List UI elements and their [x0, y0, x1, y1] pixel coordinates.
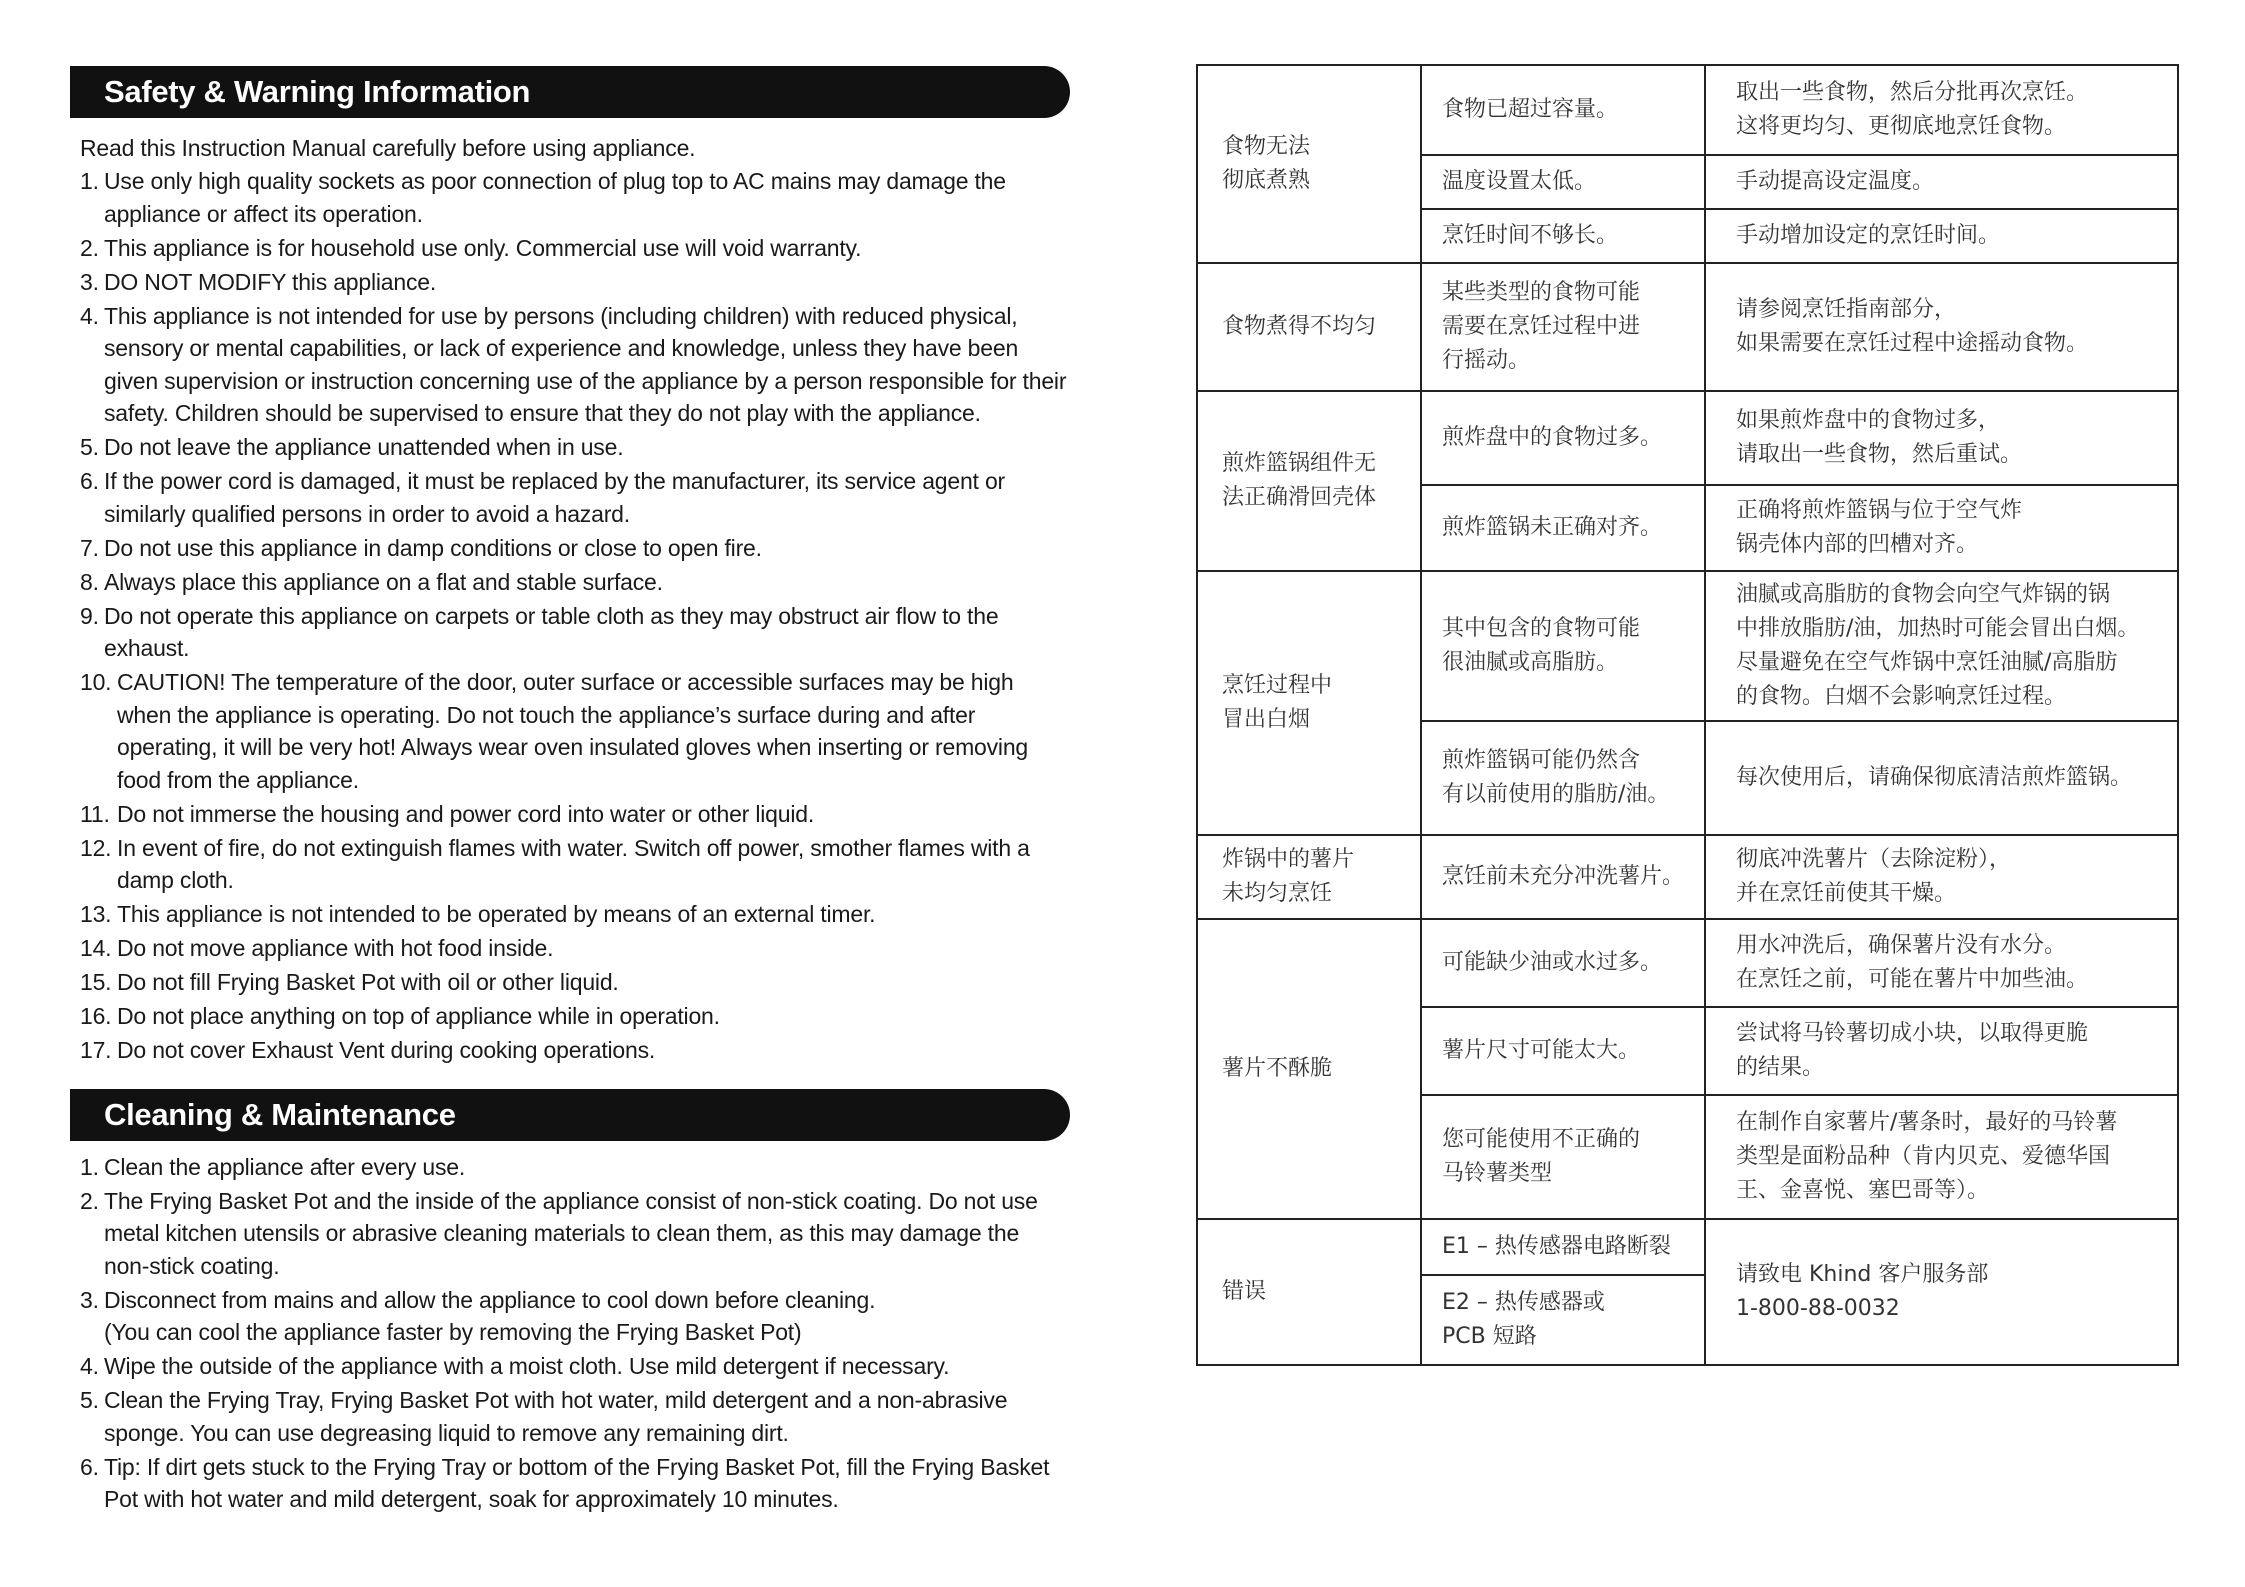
safety-item: [80, 966, 1070, 999]
cleaning-item-text: Tip: If dirt gets stuck to the Frying Tray or bottom of the Frying Basket Pot, fill the Frying Basket Pot with hot water and mild detergent, soak for approximately 10 minutes.: [104, 1453, 1050, 1512]
safety-item-number: 5.: [80, 434, 99, 460]
safety-item: [80, 266, 1070, 299]
safety-item: [80, 798, 1070, 831]
cause-cell: 薯片尺寸可能太大。: [1421, 1007, 1705, 1095]
safety-item-number: 8.: [80, 568, 99, 595]
cause-cell: 您可能使用不正确的 马铃薯类型: [1421, 1095, 1705, 1219]
safety-list: [70, 165, 1070, 1067]
cleaning-item-number: 1.: [80, 1153, 99, 1180]
cause-cell: 烹饪前未充分冲洗薯片。: [1421, 835, 1705, 919]
safety-item: [80, 898, 1070, 931]
troubleshooting-row: [1197, 263, 2178, 391]
problem-cell: 烹饪过程中 冒出白烟: [1197, 571, 1421, 835]
safety-item-text: Do not immerse the housing and power cord into water or other liquid.: [117, 800, 815, 827]
cause-cell: 煎炸盘中的食物过多。: [1421, 391, 1705, 485]
safety-heading: Safety & Warning Information: [70, 66, 1070, 118]
safety-item-text: Do not move appliance with hot food inside.: [117, 935, 554, 961]
safety-item-number: 10.: [80, 669, 112, 695]
safety-item-number: 1.: [80, 168, 99, 194]
cleaning-item-text: Clean the appliance after every use.: [104, 1153, 466, 1180]
safety-item-text: Always place this appliance on a flat and stable surface.: [104, 568, 663, 595]
cause-cell: 食物已超过容量。: [1421, 65, 1705, 155]
cause-cell: 煎炸篮锅未正确对齐。: [1421, 485, 1705, 571]
safety-item-number: 11.: [80, 800, 110, 827]
troubleshooting-row: [1197, 835, 2178, 919]
cleaning-item-number: 5.: [80, 1387, 99, 1413]
safety-item-number: 9.: [80, 602, 99, 629]
safety-item: [80, 832, 1070, 897]
safety-item-text: This appliance is for household use only. Commercial use will void warranty.: [104, 234, 862, 261]
safety-item-number: 2.: [80, 234, 99, 261]
solution-cell: 手动提高设定温度。: [1705, 155, 2178, 209]
solution-cell: 请参阅烹饪指南部分， 如果需要在烹饪过程中途摇动食物。: [1705, 263, 2178, 391]
safety-item: [80, 300, 1070, 430]
safety-item-number: 16.: [80, 1003, 112, 1029]
problem-cell: 薯片不酥脆: [1197, 919, 1421, 1219]
safety-item-text: Use only high quality sockets as poor connection of plug top to AC mains may damage the appliance or affect its operation.: [104, 168, 1006, 227]
safety-item-number: 6.: [80, 468, 99, 494]
safety-item-number: 4.: [80, 302, 99, 329]
safety-item-text: Do not cover Exhaust Vent during cooking operations.: [117, 1037, 656, 1063]
problem-cell: 食物无法 彻底煮熟: [1197, 65, 1421, 263]
troubleshooting-row: [1197, 65, 2178, 155]
solution-cell: 如果煎炸盘中的食物过多， 请取出一些食物，然后重试。: [1705, 391, 2178, 485]
safety-item: [80, 932, 1070, 965]
solution-cell: 手动增加设定的烹饪时间。: [1705, 209, 2178, 263]
safety-item: [80, 465, 1070, 530]
safety-item-text: Do not fill Frying Basket Pot with oil or other liquid.: [117, 969, 619, 995]
cleaning-item-text: Disconnect from mains and allow the appliance to cool down before cleaning. (You can cool the appliance faster by removing the Frying Basket Pot): [104, 1286, 876, 1345]
solution-cell: 正确将煎炸篮锅与位于空气炸 锅壳体内部的凹槽对齐。: [1705, 485, 2178, 571]
safety-item: [80, 1000, 1070, 1033]
cause-cell: 某些类型的食物可能 需要在烹饪过程中进 行摇动。: [1421, 263, 1705, 391]
troubleshooting-row: [1197, 391, 2178, 485]
safety-item-text: This appliance is not intended to be operated by means of an external timer.: [117, 901, 876, 927]
cleaning-item-number: 4.: [80, 1353, 99, 1379]
cleaning-item: [80, 1185, 1070, 1283]
safety-intro: Read this Instruction Manual carefully before using appliance.: [80, 135, 696, 161]
cause-cell: 温度设置太低。: [1421, 155, 1705, 209]
safety-item: [80, 566, 1070, 599]
safety-item-number: 17.: [80, 1037, 112, 1063]
cleaning-item-number: 3.: [80, 1286, 99, 1313]
safety-item-number: 14.: [80, 935, 112, 961]
safety-item: [80, 532, 1070, 565]
safety-item-number: 15.: [80, 969, 112, 995]
solution-cell: 取出一些食物，然后分批再次烹饪。 这将更均匀、更彻底地烹饪食物。: [1705, 65, 2178, 155]
solution-cell: 用水冲洗后，确保薯片没有水分。 在烹饪之前，可能在薯片中加些油。: [1705, 919, 2178, 1007]
cause-cell: 其中包含的食物可能 很油腻或高脂肪。: [1421, 571, 1705, 721]
safety-item-text: Do not operate this appliance on carpets or table cloth as they may obstruct air flow to the exhaust.: [104, 602, 999, 661]
cleaning-item-number: 6.: [80, 1453, 99, 1480]
solution-cell: 请致电 Khind 客户服务部 1-800-88-0032: [1705, 1219, 2178, 1365]
cleaning-item: [80, 1151, 1070, 1184]
safety-item-text: In event of fire, do not extinguish flames with water. Switch off power, smother flames with a damp cloth.: [117, 834, 1030, 893]
solution-cell: 每次使用后，请确保彻底清洁煎炸篮锅。: [1705, 721, 2178, 835]
safety-item: [80, 666, 1070, 796]
problem-cell: 食物煮得不均匀: [1197, 263, 1421, 391]
cause-cell: 烹饪时间不够长。: [1421, 209, 1705, 263]
cleaning-item-text: Wipe the outside of the appliance with a moist cloth. Use mild detergent if necessary.: [104, 1353, 950, 1379]
safety-item-text: DO NOT MODIFY this appliance.: [104, 268, 437, 295]
english-instructions: [70, 66, 1070, 1517]
troubleshooting-row: [1197, 571, 2178, 721]
safety-item-text: If the power cord is damaged, it must be replaced by the manufacturer, its service agent or similarly qualified persons in order to avoid a hazard.: [104, 468, 1005, 527]
safety-item: [80, 165, 1070, 230]
cleaning-item-text: The Frying Basket Pot and the inside of the appliance consist of non-stick coating. Do not use metal kitchen utensils or abrasive cleaning materials to clean them, as this may damage the non-stick coating.: [104, 1187, 1038, 1279]
cause-cell: E2 – 热传感器或 PCB 短路: [1421, 1275, 1705, 1365]
solution-cell: 彻底冲洗薯片（去除淀粉）， 并在烹饪前使其干燥。: [1705, 835, 2178, 919]
safety-item-text: Do not place anything on top of appliance while in operation.: [117, 1003, 720, 1029]
cleaning-heading: Cleaning & Maintenance: [70, 1089, 1070, 1141]
safety-item-text: Do not use this appliance in damp conditions or close to open fire.: [104, 534, 762, 561]
troubleshooting-row: [1197, 919, 2178, 1007]
safety-item-number: 7.: [80, 534, 99, 561]
solution-cell: 尝试将马铃薯切成小块，以取得更脆 的结果。: [1705, 1007, 2178, 1095]
safety-item-text: This appliance is not intended for use by persons (including children) with reduced physical, sensory or mental capabilities, or lack of experience and knowledge, unless they have been given supervision or instruction concerning use of the appliance by a person responsible for their safety. Children should be supervised to ensure that they do not play with the appliance.: [104, 302, 1067, 426]
safety-item-number: 12.: [80, 834, 112, 861]
cleaning-item: [80, 1451, 1070, 1516]
troubleshooting-row: [1197, 1219, 2178, 1275]
cause-cell: E1 – 热传感器电路断裂: [1421, 1219, 1705, 1275]
cleaning-item: [80, 1350, 1070, 1383]
cleaning-item: [80, 1284, 1070, 1349]
cause-cell: 煎炸篮锅可能仍然含 有以前使用的脂肪/油。: [1421, 721, 1705, 835]
safety-item-number: 13.: [80, 901, 112, 927]
problem-cell: 炸锅中的薯片 未均匀烹饪: [1197, 835, 1421, 919]
cleaning-list: [70, 1151, 1070, 1516]
cleaning-item: [80, 1384, 1070, 1449]
safety-item-text: Do not leave the appliance unattended when in use.: [104, 434, 624, 460]
cleaning-item-number: 2.: [80, 1187, 99, 1214]
safety-item: [80, 431, 1070, 464]
cause-cell: 可能缺少油或水过多。: [1421, 919, 1705, 1007]
solution-cell: 油腻或高脂肪的食物会向空气炸锅的锅 中排放脂肪/油，加热时可能会冒出白烟。 尽量避免在空气炸锅中烹饪油腻/高脂肪 的食物。白烟不会影响烹饪过程。: [1705, 571, 2178, 721]
cleaning-item-text: Clean the Frying Tray, Frying Basket Pot with hot water, mild detergent and a non-abrasive sponge. You can use degreasing liquid to remove any remaining dirt.: [104, 1387, 1008, 1446]
safety-item-number: 3.: [80, 268, 99, 295]
troubleshooting-table: [1196, 64, 2179, 1366]
safety-item: [80, 600, 1070, 665]
problem-cell: 煎炸篮锅组件无 法正确滑回壳体: [1197, 391, 1421, 571]
safety-item: [80, 1034, 1070, 1067]
solution-cell: 在制作自家薯片/薯条时，最好的马铃薯 类型是面粉品种（肯内贝克、爱德华国 王、金喜悦、塞巴哥等）。: [1705, 1095, 2178, 1219]
safety-item-text: CAUTION! The temperature of the door, outer surface or accessible surfaces may be high when the appliance is operating. Do not touch the appliance’s surface during and after operating, it will be very hot! Always wear oven insulated gloves when inserting or removing food from the appliance.: [117, 669, 1029, 793]
problem-cell: 错误: [1197, 1219, 1421, 1365]
safety-item: [80, 232, 1070, 265]
